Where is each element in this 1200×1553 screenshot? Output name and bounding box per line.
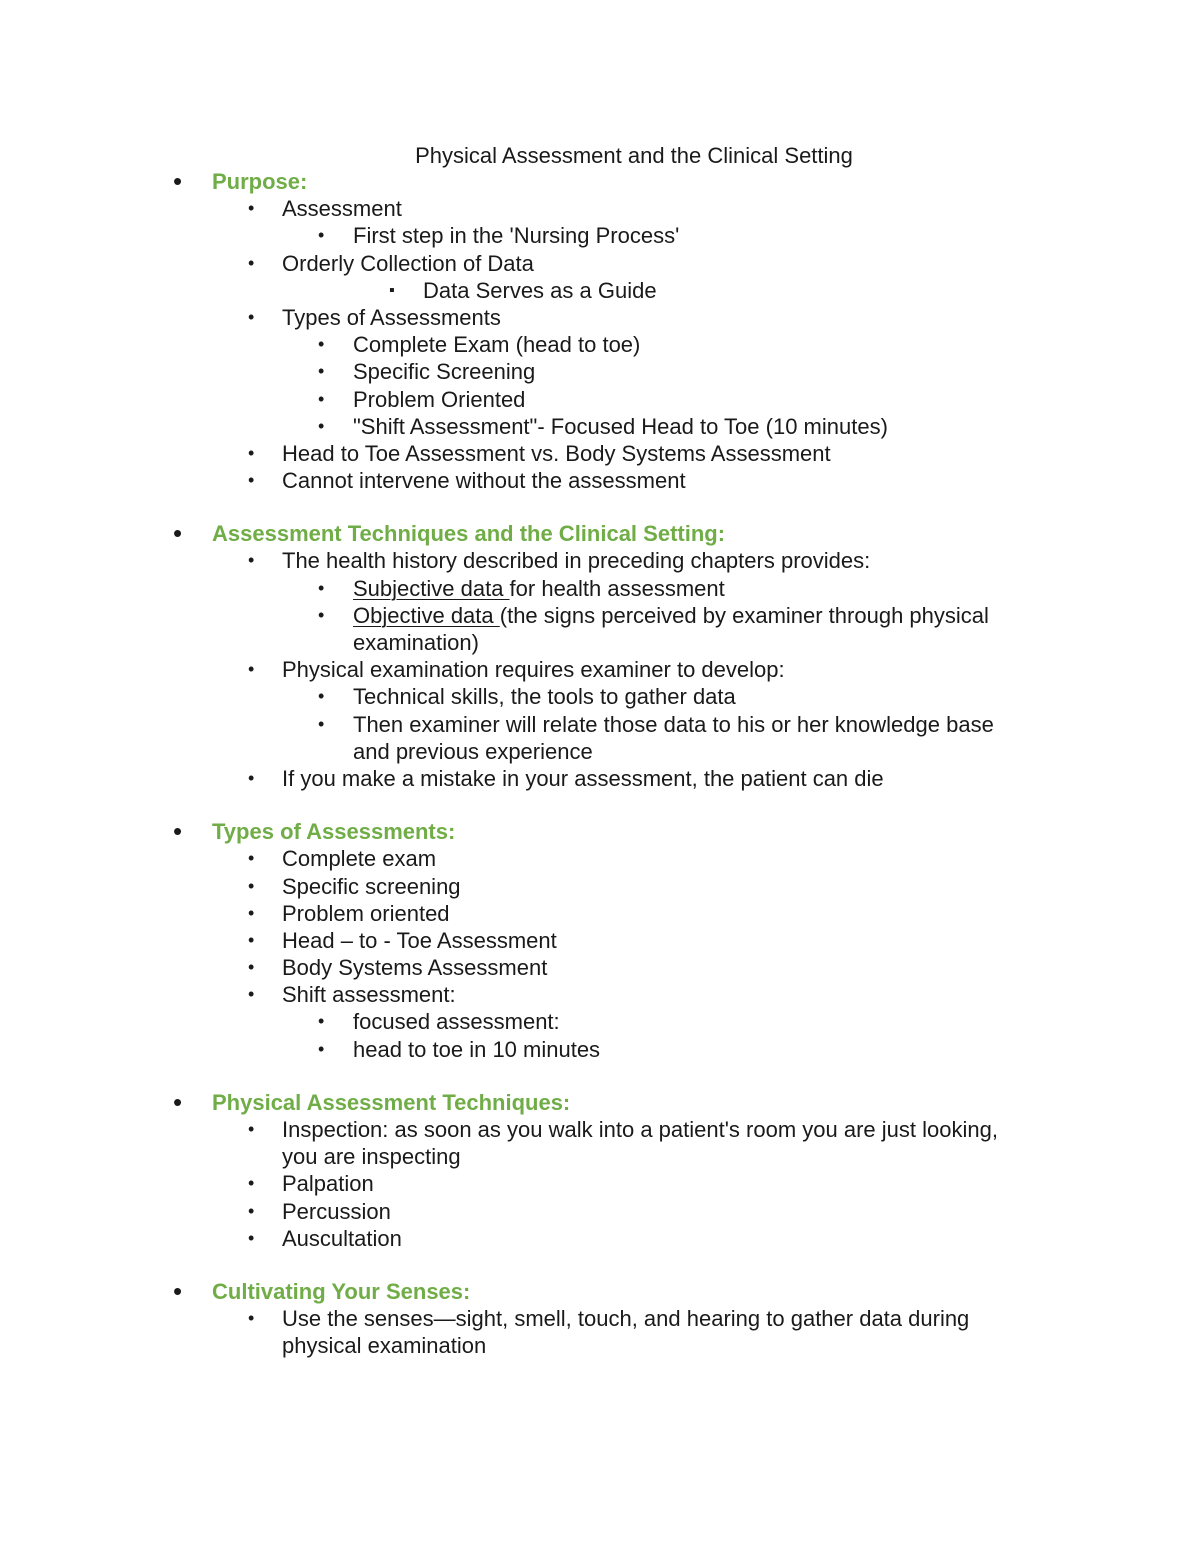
item-text: Auscultation <box>282 1225 402 1251</box>
section-spacer <box>0 792 1200 818</box>
item-text: and previous experience <box>353 738 593 764</box>
item-text: head to toe in 10 minutes <box>353 1036 601 1062</box>
item-text: The health history described in preceding chapters provides: <box>282 548 871 574</box>
bullet: • <box>248 1227 255 1248</box>
item-text: Then examiner will relate those data to his or her knowledge base <box>353 711 994 737</box>
list-item <box>0 683 1200 710</box>
item-text: Types of Assessments <box>282 304 501 330</box>
heading-text: Types of Assessments: <box>212 819 456 845</box>
bullet: • <box>248 1308 255 1329</box>
list-item <box>0 1225 1200 1252</box>
bullet: • <box>248 550 255 571</box>
item-text-rest: for health assessment <box>509 575 725 601</box>
item-text: Assessment <box>282 196 402 222</box>
bullet: • <box>248 442 255 463</box>
list-item <box>0 765 1200 792</box>
list-item <box>0 873 1200 900</box>
list-item <box>0 413 1200 440</box>
list-item <box>0 1305 1200 1332</box>
list-item <box>0 331 1200 358</box>
list-item <box>0 467 1200 494</box>
list-item <box>0 1036 1200 1063</box>
bullet: • <box>248 1200 255 1221</box>
bullet: • <box>248 470 255 491</box>
item-text: focused assessment: <box>353 1009 560 1035</box>
list-item <box>0 954 1200 981</box>
section-heading-assessment-techniques <box>0 520 1200 547</box>
item-text: Percussion <box>282 1198 391 1224</box>
list-item <box>0 1116 1200 1143</box>
heading-text: Purpose: <box>212 169 308 194</box>
item-text: Technical skills, the tools to gather data <box>353 684 736 710</box>
list-item <box>0 602 1200 629</box>
list-item <box>0 900 1200 927</box>
list-item <box>0 304 1200 331</box>
section-heading-purpose <box>0 168 1200 195</box>
item-text <box>353 602 989 629</box>
list-item <box>0 386 1200 413</box>
list-item <box>0 656 1200 683</box>
list-item <box>0 547 1200 574</box>
bullet: • <box>318 604 325 625</box>
page-title: Physical Assessment and the Clinical Setting <box>415 143 853 168</box>
bullet: • <box>173 166 183 196</box>
underlined-term: Subjective data <box>353 575 510 601</box>
bullet: • <box>248 1173 255 1194</box>
item-text: Problem Oriented <box>353 386 526 412</box>
bullet: • <box>248 929 255 950</box>
item-text: Specific Screening <box>353 359 536 385</box>
item-text-rest: (the signs perceived by examiner through physical <box>499 602 989 628</box>
list-item <box>0 575 1200 602</box>
item-text: Shift assessment: <box>282 982 456 1008</box>
section-spacer <box>0 1063 1200 1089</box>
bullet: • <box>173 816 183 847</box>
document-body <box>0 168 1200 1360</box>
list-item-continuation <box>0 738 1200 765</box>
item-text: Problem oriented <box>282 900 450 926</box>
bullet: • <box>248 848 255 869</box>
bullet: • <box>173 1086 183 1117</box>
bullet: • <box>248 902 255 923</box>
list-item <box>0 277 1200 304</box>
section-heading-cultivating-senses <box>0 1275 1200 1306</box>
bullet: • <box>318 225 325 246</box>
item-text: Data Serves as a Guide <box>423 277 657 303</box>
section-heading-types-of-assessments <box>0 818 1200 845</box>
list-item <box>0 440 1200 467</box>
list-item <box>0 195 1200 222</box>
bullet: • <box>248 659 255 680</box>
section-spacer <box>0 1252 1200 1278</box>
bullet: • <box>318 1011 325 1032</box>
bullet: • <box>248 875 255 896</box>
item-text: Orderly Collection of Data <box>282 250 534 276</box>
bullet: • <box>318 713 325 734</box>
bullet: • <box>318 388 325 409</box>
bullet: • <box>248 984 255 1005</box>
item-text: Physical examination requires examiner to develop: <box>282 657 785 683</box>
item-text: Head to Toe Assessment vs. Body Systems Assessment <box>282 440 831 466</box>
bullet: • <box>318 334 325 355</box>
item-text: examination) <box>353 630 479 655</box>
list-item <box>0 981 1200 1008</box>
list-item-continuation <box>0 629 1200 656</box>
item-text: Complete exam <box>282 846 437 872</box>
underlined-term: Objective data <box>353 602 500 628</box>
list-item <box>0 711 1200 738</box>
bullet: • <box>173 518 183 549</box>
list-item <box>0 250 1200 277</box>
item-text <box>353 575 725 602</box>
list-item <box>0 358 1200 385</box>
bullet: • <box>248 252 255 273</box>
list-item <box>0 1198 1200 1225</box>
bullet: • <box>318 1038 325 1059</box>
item-text: "Shift Assessment"- Focused Head to Toe (10 minutes) <box>353 413 888 439</box>
bullet: • <box>248 1119 255 1139</box>
list-item <box>0 222 1200 249</box>
section-spacer <box>0 494 1200 520</box>
bullet: • <box>173 1275 183 1306</box>
item-text: If you make a mistake in your assessment, the patient can die <box>282 765 884 791</box>
heading-text: Assessment Techniques and the Clinical Setting: <box>212 521 726 547</box>
list-item <box>0 927 1200 954</box>
list-item <box>0 1008 1200 1035</box>
heading-text: Physical Assessment Techniques: <box>212 1089 571 1115</box>
item-text: Head – to - Toe Assessment <box>282 927 557 953</box>
section-heading-physical-assessment-techniques <box>0 1086 1200 1117</box>
bullet: • <box>248 957 255 978</box>
heading-text: Cultivating Your Senses: <box>212 1278 471 1304</box>
bullet: • <box>248 198 255 219</box>
bullet: • <box>318 415 325 436</box>
item-text: Use the senses—sight, smell, touch, and hearing to gather data during <box>282 1306 970 1332</box>
item-text: Specific screening <box>282 873 461 899</box>
bullet: • <box>248 767 255 788</box>
item-text: Body Systems Assessment <box>282 955 548 981</box>
bullet: • <box>318 577 325 598</box>
list-item <box>0 845 1200 872</box>
bullet: • <box>318 686 325 707</box>
item-text: physical examination <box>282 1333 487 1359</box>
item-text: you are inspecting <box>282 1144 461 1170</box>
item-text: Complete Exam (head to toe) <box>353 332 641 358</box>
item-text: Inspection: as soon as you walk into a patient's room you are just looking, <box>282 1117 998 1142</box>
item-text: Cannot intervene without the assessment <box>282 468 686 494</box>
item-text: Palpation <box>282 1171 374 1197</box>
bullet: • <box>248 306 255 327</box>
square-bullet: ▪ <box>389 281 395 299</box>
item-text: First step in the 'Nursing Process' <box>353 223 680 249</box>
list-item <box>0 1170 1200 1197</box>
bullet: • <box>318 361 325 382</box>
list-item-continuation <box>0 1143 1200 1170</box>
list-item-continuation <box>0 1332 1200 1359</box>
